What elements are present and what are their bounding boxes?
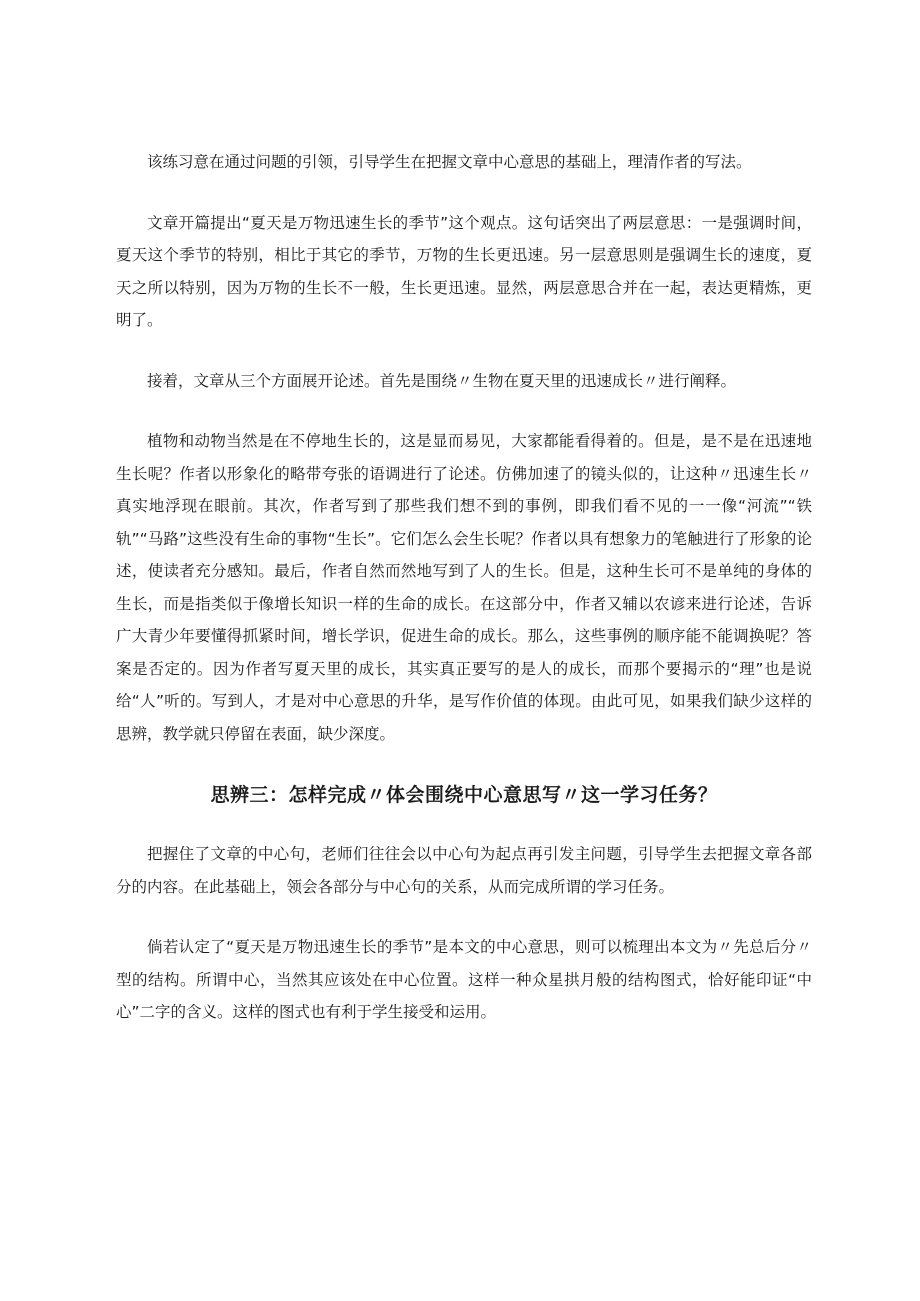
paragraph-structure: 倘若认定了“夏天是万物迅速生长的季节”是本文的中心意思，则可以梳理出本文为〃先总后分〃型的结构。所谓中心，当然其应该处在中心位置。这样一种众星拱月般的结构图式，恰好能印证“中心”二字的含义。这样的图式也有利于学生接受和运用。 [116,938,812,1021]
paragraph-opening-viewpoint: 文章开篇提出“夏天是万物迅速生长的季节”这个观点。这句话突出了两层意思：一是强调时间，夏天这个季节的特别，相比于其它的季节，万物的生长更迅速。另一层意思则是强调生长的速度，夏天之所以特别，因为万物的生长不一般，生长更迅速。显然，两层意思合并在一起，表达更精炼，更明了。 [116,213,812,329]
paragraph-intro: 该练习意在通过问题的引领，引导学生在把握文章中心意思的基础上，理清作者的写法。 [147,153,752,171]
paragraph-analysis: 植物和动物当然是在不停地生长的，这是显而易见，大家都能看得着的。但是，是不是在迅速地生长呢？作者以形象化的略带夸张的语调进行了论述。仿佛加速了的镜头似的，让这种〃迅速生长〃真实地浮现在眼前。其次，作者写到了那些我们想不到的事例，即我们看不见的一一像“河流”“铁轨”“马路”这些没有生命的事物“生长”。它们怎么会生长呢？作者以具有想象力的笔触进行了形象的论述，使读者充分感知。最后，作者自然而然地写到了人的生长。但是，这种生长可不是单纯的身体的生长，而是指类似于像增长知识一样的生命的成长。在这部分中，作者又辅以农谚来进行论述，告诉广大青少年要懂得抓紧时间，增长学识，促进生命的成长。那么，这些事例的顺序能不能调换呢？答案是否定的。因为作者写夏天里的成长，其实真正要写的是人的成长，而那个要揭示的“理”也是说给“人”听的。写到人，才是对中心意思的升华，是写作价值的体现。由此可见，如果我们缺少这样的思辨，教学就只停留在表面，缺少深度。 [116,432,812,743]
paragraph-central-sentence: 把握住了文章的中心句，老师们往往会以中心句为起点再引发主问题，引导学生去把握文章各部分的内容。在此基础上，领会各部分与中心句的关系，从而完成所谓的学习任务。 [116,845,812,896]
section-heading: 思辨三：怎样完成〃体会围绕中心意思写〃这一学习任务？ [210,784,718,806]
document-body [116,146,812,1057]
paragraph-three-aspects: 接着，文章从三个方面展开论述。首先是围绕〃生物在夏天里的迅速成长〃进行阐释。 [147,371,737,390]
